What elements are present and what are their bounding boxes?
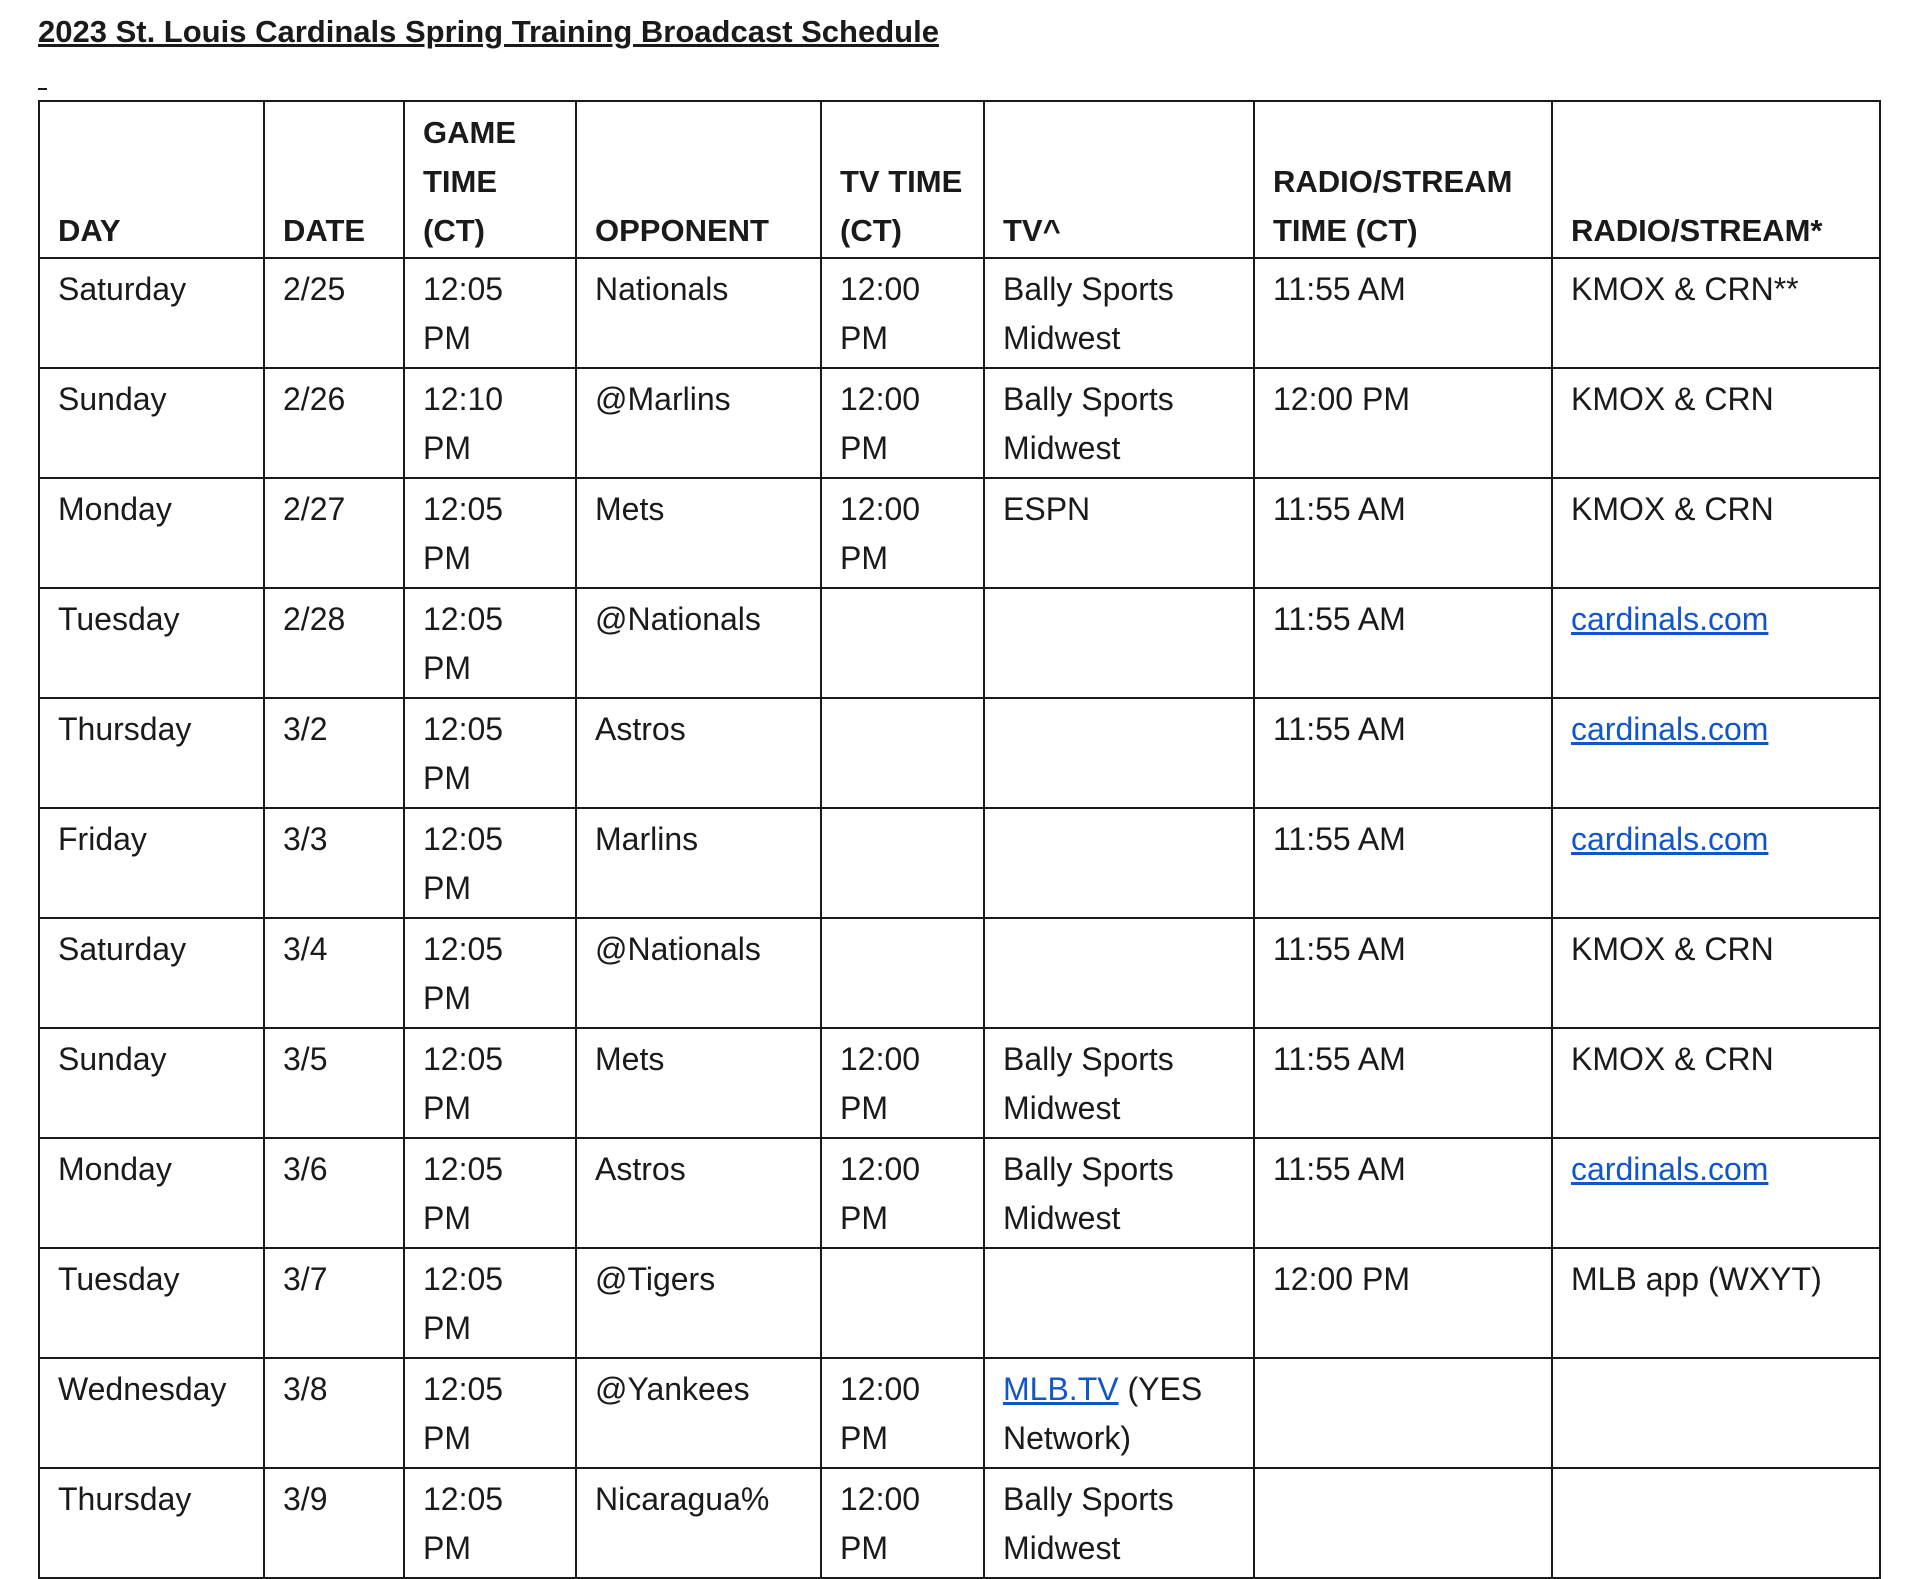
cell-tv-time-text: 12:00 PM (840, 1041, 921, 1126)
table-row (39, 1248, 1880, 1358)
cell-opponent-text: @Tigers (595, 1261, 716, 1297)
cell-opponent-text: @Nationals (595, 601, 761, 637)
cell-opponent (576, 368, 821, 478)
cell-date (264, 1028, 404, 1138)
cell-radio (1552, 258, 1880, 368)
header-opponent: OPPONENT (576, 101, 821, 258)
cell-date-text: 3/4 (283, 931, 328, 967)
cell-tv-time-text: 12:00 PM (840, 491, 921, 576)
cell-date-text: 2/27 (283, 491, 346, 527)
cell-opponent-text: Nicaragua% (595, 1481, 770, 1517)
cell-radio-time-text: 11:55 AM (1273, 1151, 1406, 1187)
cell-tv-time (821, 368, 984, 478)
cell-radio-time-text: 12:00 PM (1273, 1261, 1410, 1297)
cell-day-text: Tuesday (58, 601, 180, 637)
cell-tv-text: Bally Sports Midwest (1003, 1481, 1174, 1566)
cell-game-time (404, 1028, 576, 1138)
cell-opponent-text: @Marlins (595, 381, 731, 417)
cell-game-time (404, 1248, 576, 1358)
cell-day (39, 1138, 264, 1248)
cell-radio-time (1254, 1248, 1552, 1358)
table-row (39, 1358, 1880, 1468)
cell-day-text: Friday (58, 821, 147, 857)
cell-tv-time (821, 258, 984, 368)
cell-day-text: Sunday (58, 381, 167, 417)
cell-date (264, 1248, 404, 1358)
cell-opponent (576, 1248, 821, 1358)
cell-tv-time (821, 1028, 984, 1138)
table-row (39, 1138, 1880, 1248)
cell-tv-text: Bally Sports Midwest (1003, 381, 1174, 466)
cell-day (39, 918, 264, 1028)
table-row (39, 1468, 1880, 1578)
cell-radio (1552, 918, 1880, 1028)
cell-radio (1552, 1358, 1880, 1468)
cell-date (264, 588, 404, 698)
header-tv-time: TV TIME (CT) (821, 101, 984, 258)
cell-radio-time (1254, 698, 1552, 808)
cell-tv (984, 368, 1254, 478)
cell-day (39, 258, 264, 368)
table-row (39, 258, 1880, 368)
cell-day (39, 588, 264, 698)
cell-radio-time-text: 11:55 AM (1273, 1041, 1406, 1077)
cell-game-time-text: 12:05 PM (423, 711, 504, 796)
cell-tv (984, 808, 1254, 918)
cell-radio (1552, 1248, 1880, 1358)
cell-tv-time-text: 12:00 PM (840, 1481, 921, 1566)
cell-radio-time (1254, 808, 1552, 918)
cell-radio-text: KMOX & CRN (1571, 1041, 1774, 1077)
cell-radio-time-text: 11:55 AM (1273, 491, 1406, 527)
cell-radio-time (1254, 478, 1552, 588)
cell-radio-time (1254, 1468, 1552, 1578)
cell-opponent-text: @Yankees (595, 1371, 750, 1407)
cell-date-text: 2/28 (283, 601, 346, 637)
cell-radio-time-text: 12:00 PM (1273, 381, 1410, 417)
cell-radio (1552, 368, 1880, 478)
cell-date-text: 2/26 (283, 381, 346, 417)
cell-opponent (576, 698, 821, 808)
cell-day (39, 808, 264, 918)
cell-game-time (404, 698, 576, 808)
cell-date (264, 918, 404, 1028)
cell-radio-text: KMOX & CRN (1571, 491, 1774, 527)
cell-opponent (576, 808, 821, 918)
cell-game-time (404, 918, 576, 1028)
cell-day (39, 368, 264, 478)
cell-radio-link[interactable]: cardinals.com (1571, 601, 1769, 637)
cell-game-time (404, 368, 576, 478)
cell-tv (984, 478, 1254, 588)
cell-date (264, 1358, 404, 1468)
cell-day (39, 1468, 264, 1578)
cell-tv-link[interactable]: MLB.TV (1003, 1371, 1119, 1407)
cell-radio-text: KMOX & CRN (1571, 931, 1774, 967)
header-radio-time: RADIO/STREAM TIME (CT) (1254, 101, 1552, 258)
cell-tv-time (821, 1248, 984, 1358)
cell-tv-time-text: 12:00 PM (840, 1151, 921, 1236)
cell-game-time-text: 12:05 PM (423, 931, 504, 1016)
cell-tv-text: ESPN (1003, 491, 1091, 527)
cell-game-time (404, 1138, 576, 1248)
cell-radio-time (1254, 588, 1552, 698)
cell-day (39, 1028, 264, 1138)
cell-day-text: Thursday (58, 1481, 192, 1517)
cell-opponent (576, 1138, 821, 1248)
cell-tv-time-text: 12:00 PM (840, 381, 921, 466)
empty-paragraph (38, 52, 1878, 100)
cell-day (39, 1358, 264, 1468)
cell-radio-time-text: 11:55 AM (1273, 601, 1406, 637)
cell-opponent-text: Marlins (595, 821, 699, 857)
page-title: 2023 St. Louis Cardinals Spring Training Broadcast Schedule (38, 14, 939, 49)
cell-game-time (404, 588, 576, 698)
cell-opponent (576, 258, 821, 368)
cell-radio-time (1254, 258, 1552, 368)
cell-day-text: Monday (58, 1151, 172, 1187)
cell-radio-time-text: 11:55 AM (1273, 821, 1406, 857)
cell-radio-text: KMOX & CRN (1571, 381, 1774, 417)
cell-radio (1552, 588, 1880, 698)
cell-radio (1552, 1138, 1880, 1248)
cell-radio-time (1254, 1028, 1552, 1138)
cell-radio (1552, 1028, 1880, 1138)
cell-game-time (404, 478, 576, 588)
cell-radio-time (1254, 1358, 1552, 1468)
table-row (39, 588, 1880, 698)
cell-opponent (576, 1468, 821, 1578)
cell-date-text: 3/5 (283, 1041, 328, 1077)
cell-tv-text: Bally Sports Midwest (1003, 271, 1174, 356)
cell-game-time-text: 12:05 PM (423, 1261, 504, 1346)
cell-opponent-text: Mets (595, 491, 665, 527)
cell-date (264, 698, 404, 808)
cell-game-time-text: 12:10 PM (423, 381, 504, 466)
cell-tv (984, 698, 1254, 808)
cell-tv (984, 1358, 1254, 1468)
cell-opponent-text: Mets (595, 1041, 665, 1077)
header-tv: TV^ (984, 101, 1254, 258)
cell-date (264, 478, 404, 588)
cell-tv (984, 1248, 1254, 1358)
cell-tv (984, 258, 1254, 368)
cell-date-text: 3/3 (283, 821, 328, 857)
cell-date-text: 3/9 (283, 1481, 328, 1517)
cell-radio-time (1254, 1138, 1552, 1248)
cell-opponent (576, 918, 821, 1028)
cell-game-time-text: 12:05 PM (423, 601, 504, 686)
cell-day-text: Sunday (58, 1041, 167, 1077)
table-row (39, 698, 1880, 808)
cell-day-text: Saturday (58, 931, 187, 967)
cell-date-text: 3/6 (283, 1151, 328, 1187)
cell-tv-time (821, 588, 984, 698)
cell-date-text: 3/2 (283, 711, 328, 747)
cell-game-time (404, 1468, 576, 1578)
cell-day-text: Thursday (58, 711, 192, 747)
cell-tv-time (821, 808, 984, 918)
cell-tv-suffix: (YES Network) (1003, 1371, 1203, 1456)
table-row (39, 808, 1880, 918)
cell-day (39, 1248, 264, 1358)
cell-tv (984, 588, 1254, 698)
cell-day-text: Saturday (58, 271, 187, 307)
cell-opponent-text: Nationals (595, 271, 729, 307)
cell-radio-time-text: 11:55 AM (1273, 931, 1406, 967)
cell-game-time-text: 12:05 PM (423, 271, 504, 356)
cell-game-time-text: 12:05 PM (423, 821, 504, 906)
cell-game-time (404, 258, 576, 368)
cell-opponent-text: @Nationals (595, 931, 761, 967)
cell-radio (1552, 478, 1880, 588)
header-day: DAY (39, 101, 264, 258)
cell-radio-link[interactable]: cardinals.com (1571, 1151, 1769, 1187)
cell-radio (1552, 698, 1880, 808)
cell-tv-text: Bally Sports Midwest (1003, 1041, 1174, 1126)
cell-radio-time (1254, 918, 1552, 1028)
cell-radio-time-text: 11:55 AM (1273, 711, 1406, 747)
header-date: DATE (264, 101, 404, 258)
cell-date-text: 3/7 (283, 1261, 328, 1297)
cell-opponent-text: Astros (595, 1151, 686, 1187)
cell-radio-text: KMOX & CRN** (1571, 271, 1799, 307)
table-row (39, 478, 1880, 588)
cell-tv-time (821, 918, 984, 1028)
cell-radio-text: MLB app (WXYT) (1571, 1261, 1822, 1297)
cell-radio (1552, 808, 1880, 918)
cell-tv-time (821, 1138, 984, 1248)
cell-opponent (576, 588, 821, 698)
cell-game-time-text: 12:05 PM (423, 1481, 504, 1566)
cell-date (264, 368, 404, 478)
cell-radio (1552, 1468, 1880, 1578)
cell-day (39, 698, 264, 808)
table-row (39, 1028, 1880, 1138)
cell-opponent (576, 1358, 821, 1468)
table-row (39, 368, 1880, 478)
cell-tv-time (821, 478, 984, 588)
cell-radio-time-text: 11:55 AM (1273, 271, 1406, 307)
cell-day (39, 478, 264, 588)
cell-tv-time (821, 1358, 984, 1468)
header-game-time: GAME TIME (CT) (404, 101, 576, 258)
cell-tv-text: Bally Sports Midwest (1003, 1151, 1174, 1236)
cell-opponent (576, 1028, 821, 1138)
cell-game-time-text: 12:05 PM (423, 1371, 504, 1456)
cell-date-text: 3/8 (283, 1371, 328, 1407)
cell-tv-time (821, 698, 984, 808)
cell-date-text: 2/25 (283, 271, 346, 307)
broadcast-schedule-table (38, 100, 1881, 1579)
underline-mark (38, 88, 47, 90)
cell-tv-time-text: 12:00 PM (840, 1371, 921, 1456)
cell-tv (984, 918, 1254, 1028)
schedule-body (39, 258, 1880, 1578)
cell-date (264, 258, 404, 368)
cell-radio-link[interactable]: cardinals.com (1571, 711, 1769, 747)
cell-game-time (404, 808, 576, 918)
header-row (39, 101, 1880, 258)
cell-game-time-text: 12:05 PM (423, 1041, 504, 1126)
cell-radio-time (1254, 368, 1552, 478)
table-row (39, 918, 1880, 1028)
cell-tv-time (821, 1468, 984, 1578)
cell-date (264, 1468, 404, 1578)
cell-game-time-text: 12:05 PM (423, 1151, 504, 1236)
cell-radio-link[interactable]: cardinals.com (1571, 821, 1769, 857)
cell-day-text: Wednesday (58, 1371, 227, 1407)
cell-date (264, 808, 404, 918)
cell-day-text: Tuesday (58, 1261, 180, 1297)
cell-tv (984, 1028, 1254, 1138)
header-radio: RADIO/STREAM* (1552, 101, 1880, 258)
cell-date (264, 1138, 404, 1248)
cell-game-time-text: 12:05 PM (423, 491, 504, 576)
document (38, 12, 1878, 1579)
cell-game-time (404, 1358, 576, 1468)
cell-opponent-text: Astros (595, 711, 686, 747)
cell-tv (984, 1468, 1254, 1578)
cell-opponent (576, 478, 821, 588)
cell-tv-time-text: 12:00 PM (840, 271, 921, 356)
cell-tv (984, 1138, 1254, 1248)
cell-day-text: Monday (58, 491, 172, 527)
